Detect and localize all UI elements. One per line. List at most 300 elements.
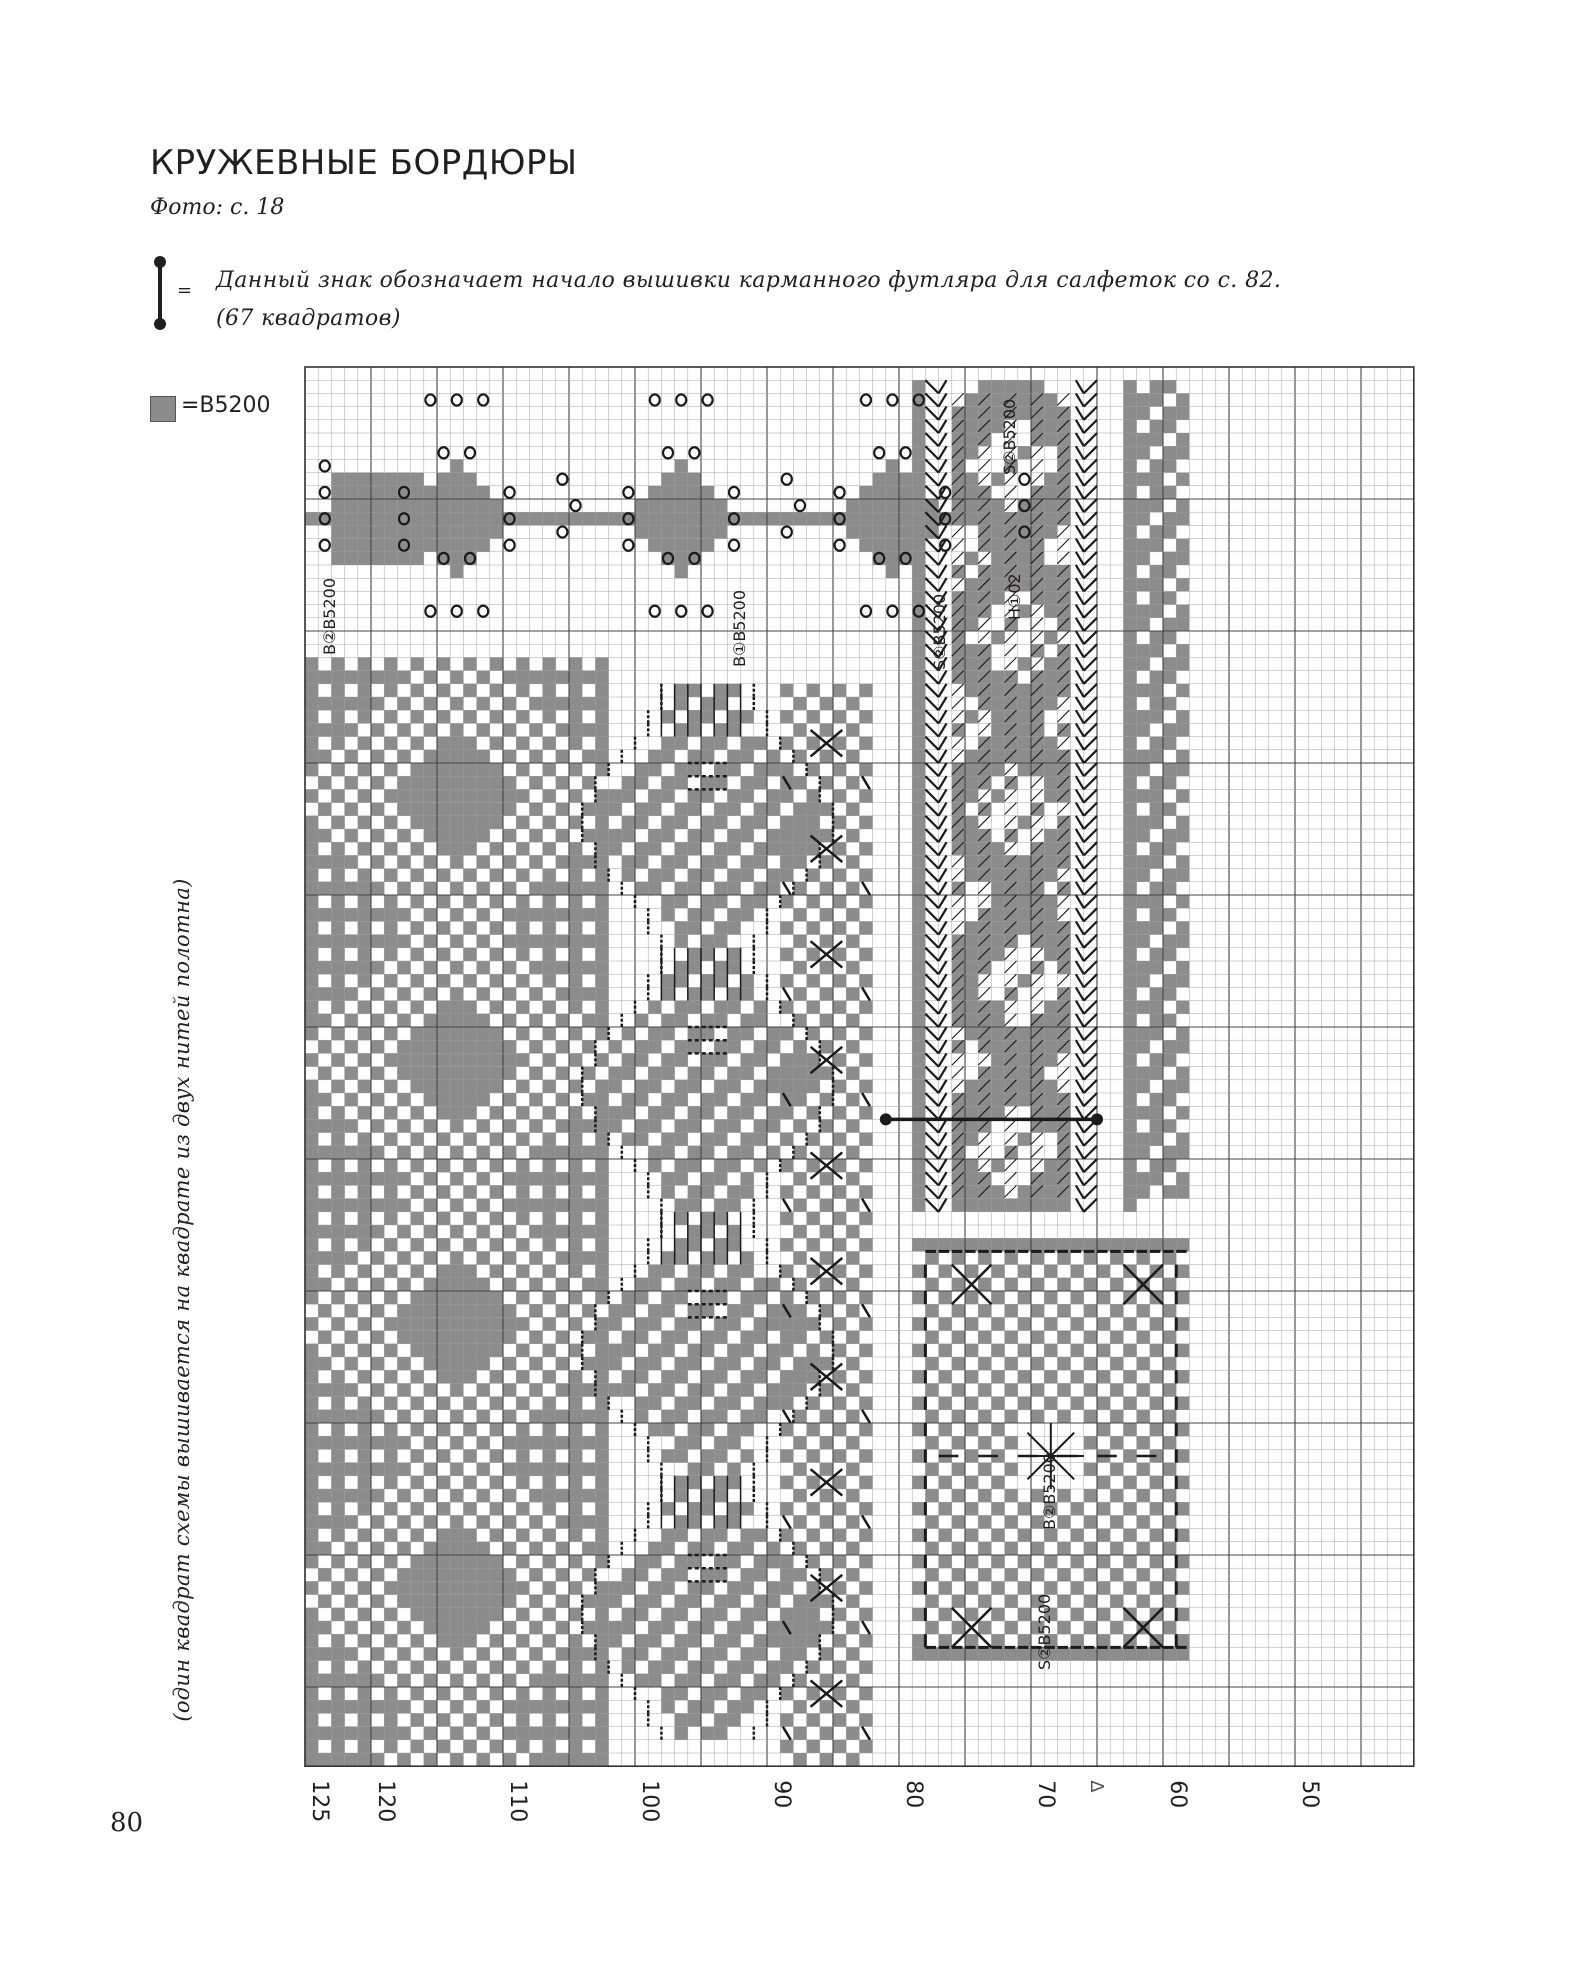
fill-cell xyxy=(490,1331,503,1344)
fill-cell xyxy=(754,842,767,855)
fill-cell xyxy=(635,1278,648,1291)
hatch-stitch xyxy=(978,459,990,471)
fill-cell xyxy=(793,1674,806,1687)
fill-cell xyxy=(912,842,925,855)
fill-cell xyxy=(1031,882,1044,895)
zigzag-stitch xyxy=(1084,539,1097,552)
fill-cell xyxy=(543,1555,556,1568)
hatch-stitch xyxy=(1057,895,1069,907)
fill-cell xyxy=(1137,1080,1150,1093)
fill-cell xyxy=(318,1595,331,1608)
zigzag-stitch xyxy=(939,1199,947,1212)
fill-cell xyxy=(1097,1555,1110,1568)
fill-cell xyxy=(569,1238,582,1251)
fill-cell xyxy=(305,737,318,750)
fill-cell xyxy=(925,1515,938,1528)
fill-cell xyxy=(595,1423,608,1436)
fill-cell xyxy=(1071,1529,1084,1542)
fill-cell xyxy=(952,644,965,657)
fill-cell xyxy=(463,842,476,855)
fill-cell xyxy=(807,1265,820,1278)
fill-cell xyxy=(411,869,424,882)
fill-cell xyxy=(1044,1344,1057,1357)
fill-cell xyxy=(661,1608,674,1621)
fill-cell xyxy=(450,512,463,525)
fill-cell xyxy=(516,1463,529,1476)
fill-cell xyxy=(450,1555,463,1568)
fill-cell xyxy=(1176,961,1189,974)
fill-cell xyxy=(820,1304,833,1317)
zigzag-stitch xyxy=(1076,921,1084,934)
zigzag-stitch xyxy=(1084,525,1097,538)
fill-cell xyxy=(331,1581,344,1594)
fill-cell xyxy=(556,1410,569,1423)
fill-cell xyxy=(688,539,701,552)
fill-cell xyxy=(727,921,740,934)
zigzag-stitch xyxy=(925,855,938,868)
fill-cell xyxy=(846,1014,859,1027)
fill-cell xyxy=(1176,644,1189,657)
fill-cell xyxy=(661,1093,674,1106)
fill-cell xyxy=(397,750,410,763)
fill-cell xyxy=(595,684,608,697)
fill-cell xyxy=(1123,1344,1136,1357)
fill-cell xyxy=(767,1357,780,1370)
fill-cell xyxy=(807,1687,820,1700)
fill-cell xyxy=(793,776,806,789)
fill-cell xyxy=(318,1357,331,1370)
fill-cell xyxy=(741,1185,754,1198)
fill-cell xyxy=(503,1304,516,1317)
fill-cell xyxy=(397,1489,410,1502)
fill-cell xyxy=(741,776,754,789)
fill-cell xyxy=(978,908,991,921)
fill-cell xyxy=(1123,882,1136,895)
fill-cell xyxy=(912,882,925,895)
fill-cell xyxy=(358,1053,371,1066)
fill-cell xyxy=(1163,1357,1176,1370)
fill-cell xyxy=(1150,710,1163,723)
hatch-stitch xyxy=(1057,869,1069,881)
fill-cell xyxy=(318,1278,331,1291)
fill-cell xyxy=(846,1225,859,1238)
fill-cell xyxy=(1057,842,1070,855)
fill-cell xyxy=(331,789,344,802)
fill-cell xyxy=(912,1119,925,1132)
fill-cell xyxy=(437,473,450,486)
fill-cell xyxy=(859,1159,872,1172)
fill-cell xyxy=(345,855,358,868)
fill-cell xyxy=(661,1621,674,1634)
fill-cell xyxy=(424,1146,437,1159)
fill-cell xyxy=(371,1436,384,1449)
fill-cell xyxy=(318,855,331,868)
fill-cell xyxy=(358,737,371,750)
fill-cell xyxy=(807,1608,820,1621)
zigzag-stitch xyxy=(925,539,938,552)
hatch-stitch xyxy=(1005,1172,1017,1184)
fill-cell xyxy=(807,921,820,934)
fill-cell xyxy=(371,1278,384,1291)
fill-cell xyxy=(1057,1568,1070,1581)
fill-cell xyxy=(846,829,859,842)
fill-cell xyxy=(741,1304,754,1317)
fill-cell xyxy=(384,1661,397,1674)
fill-cell xyxy=(714,1172,727,1185)
fill-cell xyxy=(397,1700,410,1713)
fill-cell xyxy=(1044,1265,1057,1278)
fill-cell xyxy=(543,1753,556,1766)
fill-cell xyxy=(675,1410,688,1423)
fill-cell xyxy=(793,1595,806,1608)
fill-cell xyxy=(833,1317,846,1330)
fill-cell xyxy=(952,618,965,631)
fill-cell xyxy=(661,1146,674,1159)
fill-cell xyxy=(463,499,476,512)
fill-cell xyxy=(688,1476,701,1489)
fill-cell xyxy=(1018,882,1031,895)
fill-cell xyxy=(595,789,608,802)
fill-cell xyxy=(384,1027,397,1040)
fill-cell xyxy=(1150,1159,1163,1172)
fill-cell xyxy=(1176,1555,1189,1568)
fill-cell xyxy=(1044,657,1057,670)
fill-cell xyxy=(1031,380,1044,393)
fill-cell xyxy=(939,1265,952,1278)
fill-cell xyxy=(490,710,503,723)
fill-cell xyxy=(450,1106,463,1119)
fill-cell xyxy=(701,974,714,987)
hatch-stitch xyxy=(952,1027,964,1039)
fill-cell xyxy=(463,1040,476,1053)
fill-cell xyxy=(384,869,397,882)
fill-cell xyxy=(595,869,608,882)
fill-cell xyxy=(543,1410,556,1423)
fill-cell xyxy=(331,1410,344,1423)
fill-cell xyxy=(952,1331,965,1344)
fill-cell xyxy=(345,1542,358,1555)
axis-label: 120 xyxy=(373,1780,398,1823)
fill-cell xyxy=(714,1119,727,1132)
fill-cell xyxy=(516,1106,529,1119)
fill-cell xyxy=(1137,710,1150,723)
zigzag-stitch xyxy=(1076,869,1084,882)
hatch-stitch xyxy=(978,473,990,485)
fill-cell xyxy=(939,1529,952,1542)
fill-cell xyxy=(305,1489,318,1502)
fill-cell xyxy=(1071,1634,1084,1647)
fill-cell xyxy=(648,829,661,842)
side-note: (один квадрат схемы вышивается на квадрате из двух нитей полотна) xyxy=(170,878,194,1722)
fill-cell xyxy=(424,1674,437,1687)
fill-cell xyxy=(1005,671,1018,684)
fill-cell xyxy=(635,499,648,512)
fill-cell xyxy=(754,1053,767,1066)
fill-cell xyxy=(569,842,582,855)
fill-cell xyxy=(912,789,925,802)
zigzag-stitch xyxy=(925,1053,938,1066)
fill-cell xyxy=(569,737,582,750)
fill-cell xyxy=(754,803,767,816)
fill-cell xyxy=(978,1093,991,1106)
fill-cell xyxy=(1044,737,1057,750)
fill-cell xyxy=(701,816,714,829)
hatch-stitch xyxy=(1057,552,1069,564)
fill-cell xyxy=(397,961,410,974)
fill-cell xyxy=(1005,908,1018,921)
fill-cell xyxy=(859,1001,872,1014)
fill-cell xyxy=(912,1080,925,1093)
fill-cell xyxy=(437,1106,450,1119)
fill-cell xyxy=(516,816,529,829)
fill-cell xyxy=(1163,1080,1176,1093)
fill-cell xyxy=(411,1687,424,1700)
fill-cell xyxy=(688,1463,701,1476)
fill-cell xyxy=(1137,1027,1150,1040)
fill-cell xyxy=(569,657,582,670)
fill-cell xyxy=(318,1621,331,1634)
fill-cell xyxy=(305,684,318,697)
fill-cell xyxy=(1163,407,1176,420)
fill-cell xyxy=(780,1687,793,1700)
fill-cell xyxy=(1123,895,1136,908)
zigzag-stitch xyxy=(925,446,938,459)
fill-cell xyxy=(1163,974,1176,987)
fill-cell xyxy=(569,1661,582,1674)
fill-cell xyxy=(305,1634,318,1647)
fill-cell xyxy=(556,1463,569,1476)
fill-cell xyxy=(1123,644,1136,657)
fill-cell xyxy=(477,1080,490,1093)
fill-cell xyxy=(925,1304,938,1317)
hatch-stitch xyxy=(952,895,964,907)
fill-cell xyxy=(477,1344,490,1357)
fill-cell xyxy=(318,1647,331,1660)
fill-cell xyxy=(516,1634,529,1647)
fill-cell xyxy=(701,1133,714,1146)
fill-cell xyxy=(595,763,608,776)
fill-cell xyxy=(978,565,991,578)
fill-cell xyxy=(978,684,991,697)
fill-cell xyxy=(384,1463,397,1476)
fill-cell xyxy=(807,1159,820,1172)
fill-cell xyxy=(305,869,318,882)
fill-cell xyxy=(595,1674,608,1687)
zigzag-stitch xyxy=(939,974,947,987)
fill-cell xyxy=(477,1436,490,1449)
fill-cell xyxy=(595,855,608,868)
fill-cell xyxy=(358,1410,371,1423)
fill-cell xyxy=(1176,605,1189,618)
fill-cell xyxy=(569,1713,582,1726)
fill-cell xyxy=(793,1225,806,1238)
zigzag-stitch xyxy=(925,1133,938,1146)
fill-cell xyxy=(965,1317,978,1330)
fill-cell xyxy=(846,1093,859,1106)
zigzag-stitch xyxy=(1084,921,1097,934)
fill-cell xyxy=(595,816,608,829)
fill-cell xyxy=(978,380,991,393)
fill-cell xyxy=(358,1555,371,1568)
fill-cell xyxy=(490,1317,503,1330)
hatch-stitch xyxy=(1031,974,1043,986)
fill-cell xyxy=(1005,512,1018,525)
fill-cell xyxy=(595,1133,608,1146)
fill-cell xyxy=(450,565,463,578)
fill-cell xyxy=(424,1040,437,1053)
fill-cell xyxy=(543,1265,556,1278)
fill-cell xyxy=(345,499,358,512)
fill-cell xyxy=(754,1093,767,1106)
fill-cell xyxy=(371,1542,384,1555)
fill-cell xyxy=(543,1674,556,1687)
zigzag-stitch xyxy=(1076,420,1084,433)
fill-cell xyxy=(569,1251,582,1264)
fill-cell xyxy=(490,684,503,697)
fill-cell xyxy=(859,1661,872,1674)
fill-cell xyxy=(397,1014,410,1027)
fill-cell xyxy=(569,1225,582,1238)
fill-cell xyxy=(543,1476,556,1489)
fill-cell xyxy=(424,1555,437,1568)
fill-cell xyxy=(463,1159,476,1172)
fill-cell xyxy=(846,855,859,868)
fill-cell xyxy=(780,1502,793,1515)
fill-cell xyxy=(1123,657,1136,670)
fill-cell xyxy=(424,1357,437,1370)
fill-cell xyxy=(727,1423,740,1436)
fill-cell xyxy=(1163,380,1176,393)
fill-cell xyxy=(793,987,806,1000)
fill-cell xyxy=(701,1106,714,1119)
fill-cell xyxy=(675,512,688,525)
fill-cell xyxy=(939,1344,952,1357)
fill-cell xyxy=(807,1449,820,1462)
fill-cell xyxy=(397,1119,410,1132)
fill-cell xyxy=(754,882,767,895)
fill-cell xyxy=(978,1238,991,1251)
fill-cell xyxy=(305,750,318,763)
fill-cell xyxy=(595,1608,608,1621)
fill-cell xyxy=(1057,1001,1070,1014)
fill-cell xyxy=(965,1027,978,1040)
fill-cell xyxy=(833,1476,846,1489)
fill-cell xyxy=(569,1674,582,1687)
fill-cell xyxy=(424,935,437,948)
fill-cell xyxy=(450,1199,463,1212)
zigzag-stitch xyxy=(939,1119,947,1132)
fill-cell xyxy=(450,1383,463,1396)
fill-cell xyxy=(424,961,437,974)
fill-cell xyxy=(305,710,318,723)
fill-cell xyxy=(411,1185,424,1198)
fill-cell xyxy=(331,1463,344,1476)
fill-cell xyxy=(1176,1106,1189,1119)
fill-cell xyxy=(1057,473,1070,486)
fill-cell xyxy=(1018,723,1031,736)
fill-cell xyxy=(688,882,701,895)
fill-cell xyxy=(437,1291,450,1304)
fill-cell xyxy=(807,1423,820,1436)
fill-cell xyxy=(648,486,661,499)
fill-cell xyxy=(1005,552,1018,565)
fill-cell xyxy=(767,1621,780,1634)
fill-cell xyxy=(741,1133,754,1146)
fill-cell xyxy=(833,1291,846,1304)
fill-cell xyxy=(477,512,490,525)
fill-cell xyxy=(754,1001,767,1014)
fill-cell xyxy=(978,1383,991,1396)
zigzag-stitch xyxy=(939,737,947,750)
fill-cell xyxy=(912,420,925,433)
fill-cell xyxy=(1137,1436,1150,1449)
fill-cell xyxy=(1137,1185,1150,1198)
fill-cell xyxy=(991,869,1004,882)
fill-cell xyxy=(978,539,991,552)
fill-cell xyxy=(820,1436,833,1449)
fill-cell xyxy=(371,697,384,710)
fill-cell xyxy=(1005,710,1018,723)
stitch-ring xyxy=(478,394,488,405)
fill-cell xyxy=(859,1502,872,1515)
fill-cell xyxy=(529,1172,542,1185)
fill-cell xyxy=(859,1476,872,1489)
zigzag-stitch xyxy=(925,473,938,486)
fill-cell xyxy=(1084,1595,1097,1608)
fill-cell xyxy=(754,1331,767,1344)
zigzag-stitch xyxy=(1076,948,1084,961)
fill-cell xyxy=(675,1595,688,1608)
hatch-stitch xyxy=(1005,631,1017,643)
fill-cell xyxy=(543,1159,556,1172)
fill-cell xyxy=(991,1344,1004,1357)
fill-cell xyxy=(846,935,859,948)
fill-cell xyxy=(701,1225,714,1238)
fill-cell xyxy=(1163,552,1176,565)
fill-cell xyxy=(1005,1304,1018,1317)
fill-cell xyxy=(688,1344,701,1357)
fill-cell xyxy=(609,1317,622,1330)
fill-cell xyxy=(1150,605,1163,618)
fill-cell xyxy=(714,1449,727,1462)
fill-cell xyxy=(384,908,397,921)
fill-cell xyxy=(331,1027,344,1040)
fill-cell xyxy=(1176,578,1189,591)
fill-cell xyxy=(714,1713,727,1726)
fill-cell xyxy=(595,1595,608,1608)
fill-cell xyxy=(529,1199,542,1212)
fill-cell xyxy=(424,1317,437,1330)
fill-cell xyxy=(503,908,516,921)
fill-cell xyxy=(912,1238,925,1251)
fill-cell xyxy=(477,1067,490,1080)
fill-cell xyxy=(543,1053,556,1066)
fill-cell xyxy=(701,1661,714,1674)
fill-cell xyxy=(595,1344,608,1357)
fill-cell xyxy=(978,1542,991,1555)
fill-cell xyxy=(1044,473,1057,486)
fill-cell xyxy=(411,921,424,934)
fill-cell xyxy=(741,1502,754,1515)
fill-cell xyxy=(675,1014,688,1027)
fill-cell xyxy=(965,512,978,525)
fill-cell xyxy=(1123,1027,1136,1040)
fill-cell xyxy=(358,961,371,974)
fill-cell xyxy=(582,1647,595,1660)
fill-cell xyxy=(727,1621,740,1634)
fill-cell xyxy=(1057,459,1070,472)
fill-cell xyxy=(886,512,899,525)
